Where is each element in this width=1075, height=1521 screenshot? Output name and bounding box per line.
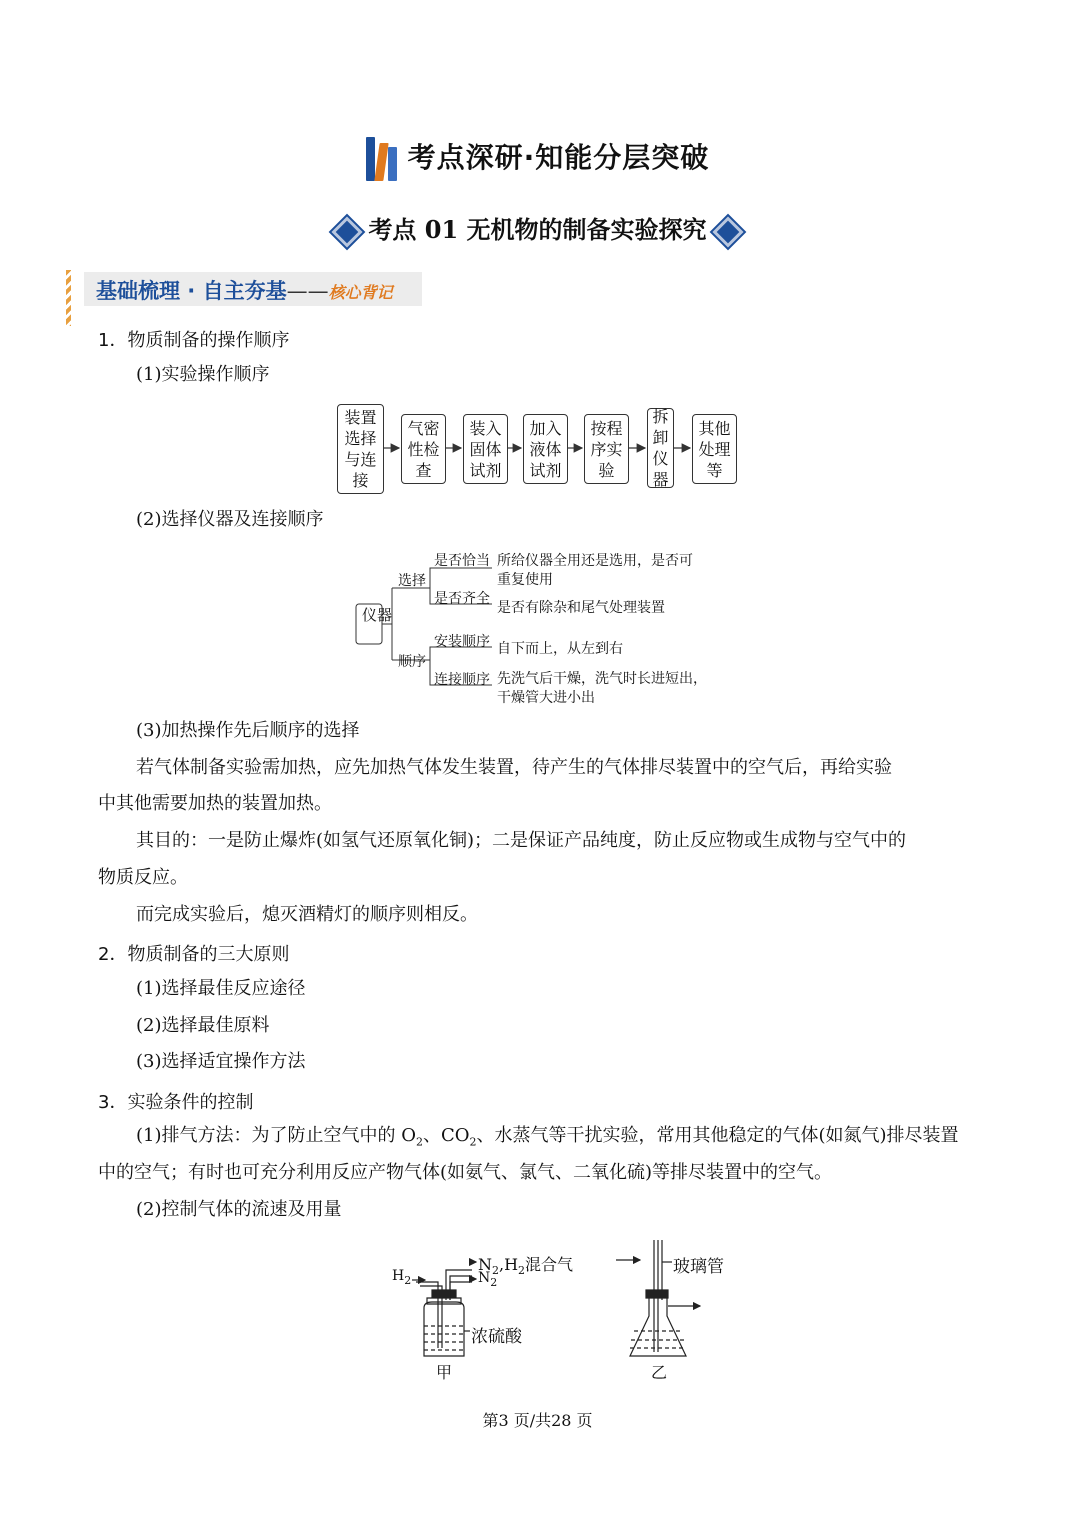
flow-step: 装入固体试剂 [463,414,508,484]
principle: (2)选择最佳原料 [136,1015,270,1036]
mix-gas-label: $N_2,H_2$混合气 [478,1255,574,1278]
label-yi: 乙 [651,1363,668,1382]
principle: (3)选择适宜操作方法 [136,1051,306,1072]
heading-1: 1．物质制备的操作顺序 [98,330,290,351]
subtitle: 考点 01 无机物的制备实验探究 [0,210,1075,245]
paragraph: 而完成实验后，熄灭酒精灯的顺序则相反。 [136,904,478,925]
heading-3: 3．实验条件的控制 [98,1092,254,1113]
sub-1-3: (3)加热操作先后顺序的选择 [136,720,360,741]
principle: (1)选择最佳反应途径 [136,978,306,999]
flow-step: 气密性检查 [401,414,446,484]
acid-label: 浓硫酸 [471,1327,522,1347]
flow-step: 装置选择与连接 [337,404,384,494]
paragraph: 其目的：一是防止爆炸(如氢气还原氧化铜)；二是保证产品纯度，防止反应物或生成物与空气中的 [136,830,907,851]
sub-3-2: (2)控制气体的流速及用量 [136,1199,342,1220]
h2-label: $H_2$ [392,1268,412,1287]
sub-1-2: (2)选择仪器及连接顺序 [136,509,324,530]
label-jia: 甲 [436,1363,453,1382]
flow-step: 按程序实验 [584,414,629,484]
paragraph: 物质反应。 [98,867,188,888]
page-number: 第3 页/共28 页 [482,1411,593,1430]
flow-step: 其他处理等 [692,414,737,484]
paragraph: (1)排气方法：为了防止空气中的 $O_2$、$CO_2$、水蒸气等干扰实验，常用其他稳定的气体(如氮气)排尽装置 [136,1125,959,1149]
n2-label: $N_2$ [478,1270,498,1289]
heading-2: 2．物质制备的三大原则 [98,944,290,965]
section-header: 基础梳理 · 自主夯基——核心背记 [66,270,422,308]
paragraph: 中的空气；有时也可充分利用反应产物气体(如氨气、氯气、二氧化硫)等排尽装置中的空气。 [98,1162,833,1183]
flow-step: 拆卸仪器 [647,408,674,488]
paragraph: 中其他需要加热的装置加热。 [98,793,332,814]
glass-tube-label: 玻璃管 [673,1257,724,1277]
title-text: 考点深研·知能分层突破 [407,141,710,174]
sub-1-1: (1)实验操作顺序 [136,364,270,385]
paragraph: 若气体制备实验需加热，应先加热气体发生装置，待产生的气体排尽装置中的空气后，再给实验 [136,757,892,778]
flow-step: 加入液体试剂 [523,414,568,484]
